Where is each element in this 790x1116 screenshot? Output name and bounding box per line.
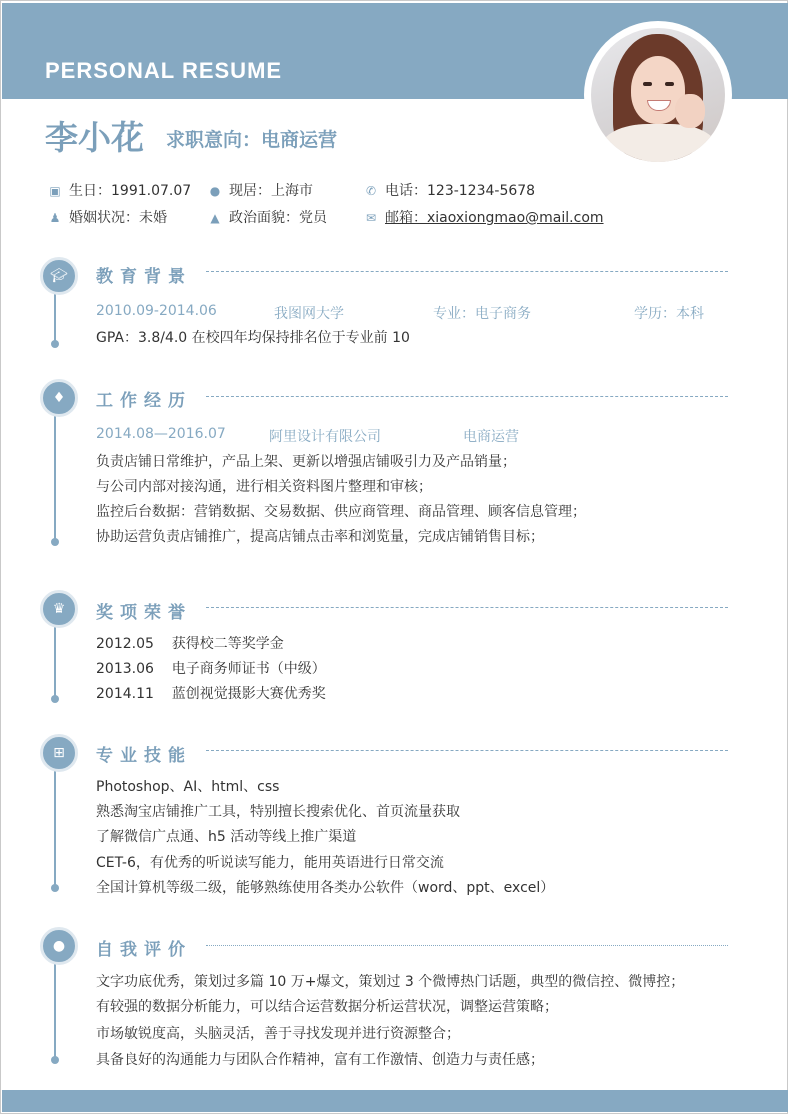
skills-timeline-end xyxy=(51,884,59,892)
education-period: 2010.09-2014.06 xyxy=(96,303,217,319)
award-date: 2013.06 xyxy=(96,661,154,677)
candidate-name: 李小花 xyxy=(45,118,144,157)
award-item xyxy=(96,683,326,703)
self-item: 文字功底优秀，策划过多篇 10 万+爆文，策划过 3 个微博热门话题，典型的微信控、微博控； xyxy=(96,974,685,990)
self-item: 有较强的数据分析能力，可以结合运营数据分析运营状况，调整运营策略； xyxy=(96,999,558,1015)
education-major: 专业：电子商务 xyxy=(433,306,531,322)
section-title-education: 教育背景 xyxy=(96,267,192,287)
info-birthday: ▣ 生日：1991.07.07 xyxy=(47,180,191,200)
work-position: 电商运营 xyxy=(463,429,519,445)
awards-timeline-end xyxy=(51,695,59,703)
awards-divider xyxy=(206,607,728,608)
work-company: 阿里设计有限公司 xyxy=(269,429,381,445)
user-circle-icon: ● xyxy=(40,927,78,965)
education-degree: 学历：本科 xyxy=(634,306,704,322)
info-email[interactable]: ✉ 邮箱：xiaoxiongmao@mail.com xyxy=(363,207,604,227)
section-title-skills: 专业技能 xyxy=(96,746,192,766)
skill-item: 熟悉淘宝店铺推广工具，特别擅长搜索优化、首页流量获取 xyxy=(96,804,460,820)
info-political: ▲ 政治面貌：党员 xyxy=(207,207,327,227)
info-residence: ● 现居：上海市 xyxy=(207,180,313,200)
job-objective: 求职意向：电商运营 xyxy=(166,129,338,151)
location-icon: ● xyxy=(209,184,221,198)
education-school: 我图网大学 xyxy=(274,306,344,322)
phone-icon: ✆ xyxy=(365,184,377,198)
section-title-awards: 奖项荣誉 xyxy=(96,603,192,623)
self-timeline-end xyxy=(51,1056,59,1064)
work-divider xyxy=(206,396,728,397)
skill-item: 了解微信广点通、h5 活动等线上推广渠道 xyxy=(96,829,357,845)
section-title-work: 工作经历 xyxy=(96,391,192,411)
graduation-cap-icon: 🎓︎ xyxy=(40,257,78,295)
work-timeline xyxy=(54,414,56,542)
education-timeline-end xyxy=(51,340,59,348)
skill-item: Photoshop、AI、html、css xyxy=(96,779,280,795)
calendar-icon: ▣ xyxy=(49,184,61,198)
footer-band xyxy=(2,1090,788,1112)
award-name: 电子商务师证书（中级） xyxy=(171,661,326,677)
tie-icon: ♦ xyxy=(40,379,78,417)
work-duty: 负责店铺日常维护，产品上架、更新以增强店铺吸引力及产品销量； xyxy=(96,454,516,470)
skill-item: 全国计算机等级二级，能够熟练使用各类办公软件（word、ppt、excel） xyxy=(96,880,555,896)
self-item: 市场敏锐度高，头脑灵活，善于寻找发现并进行资源整合； xyxy=(96,1026,460,1042)
award-date: 2012.05 xyxy=(96,636,154,652)
skills-divider xyxy=(206,750,728,751)
award-item xyxy=(96,633,284,653)
graduation-cap-icon: ▲ xyxy=(210,211,220,225)
info-phone: ✆ 电话：123-1234-5678 xyxy=(363,180,535,200)
awards-timeline xyxy=(54,625,56,699)
education-gpa: GPA：3.8/4.0 在校四年均保持排名位于专业前 10 xyxy=(96,330,410,346)
award-date: 2014.11 xyxy=(96,686,154,702)
award-name: 蓝创视觉摄影大赛优秀奖 xyxy=(171,686,326,702)
work-duty: 协助运营负责店铺推广，提高店铺点击率和浏览量，完成店铺销售目标； xyxy=(96,529,544,545)
self-divider xyxy=(206,945,728,946)
skills-timeline xyxy=(54,768,56,888)
work-duty: 监控后台数据：营销数据、交易数据、供应商管理、商品管理、顾客信息管理； xyxy=(96,504,586,520)
work-period: 2014.08—2016.07 xyxy=(96,426,226,442)
education-timeline xyxy=(54,290,56,344)
work-timeline-end xyxy=(51,538,59,546)
profile-photo xyxy=(591,28,725,162)
skill-item: CET-6，有优秀的听说读写能力，能用英语进行日常交流 xyxy=(96,855,444,871)
award-name: 获得校二等奖学金 xyxy=(171,636,284,652)
education-divider xyxy=(206,271,728,272)
trophy-icon: ♛ xyxy=(40,590,78,628)
person-icon: ♟ xyxy=(49,211,61,225)
header-title: PERSONAL RESUME xyxy=(45,58,283,83)
self-item: 具备良好的沟通能力与团队合作精神，富有工作激情、创造力与责任感； xyxy=(96,1052,544,1068)
award-item xyxy=(96,658,326,678)
mail-icon: ✉ xyxy=(365,211,377,225)
self-timeline xyxy=(54,962,56,1060)
info-marital: ♟ 婚姻状况：未婚 xyxy=(47,207,167,227)
work-duty: 与公司内部对接沟通，进行相关资料图片整理和审核； xyxy=(96,479,432,495)
section-title-self: 自我评价 xyxy=(96,940,192,960)
windows-icon: ⊞ xyxy=(40,734,78,772)
